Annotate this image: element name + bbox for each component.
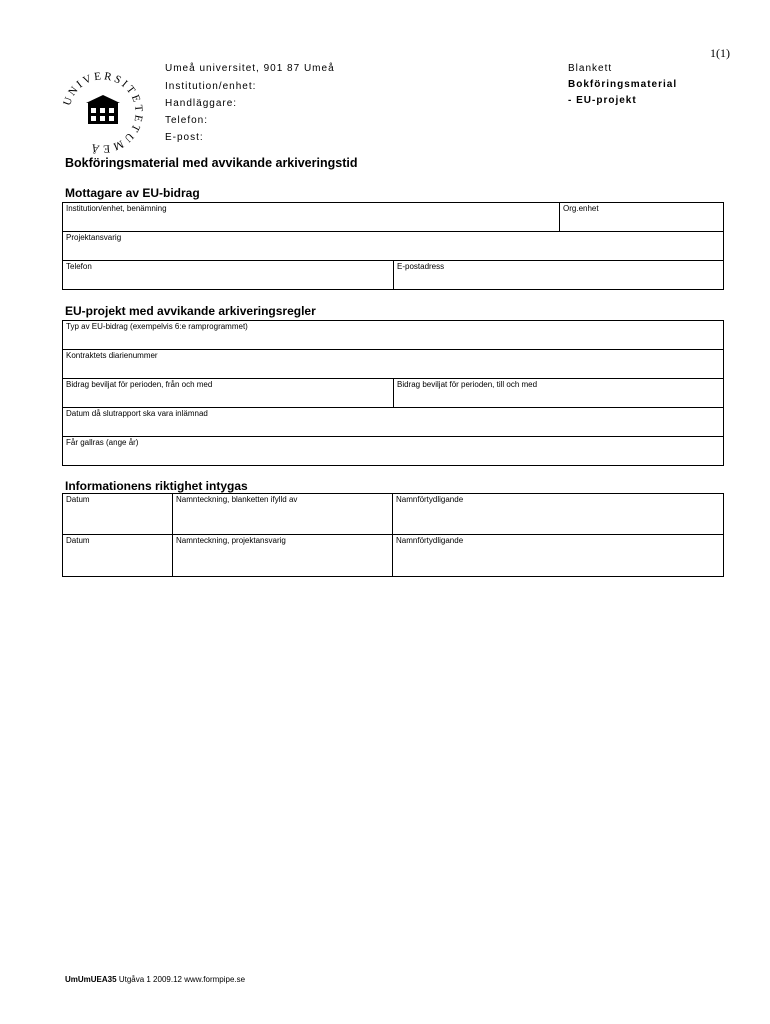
- grant-type-field[interactable]: Typ av EU-bidrag (exempelvis 6:e ramprogrammet): [63, 321, 724, 350]
- university-address: Umeå universitet, 901 87 Umeå: [165, 63, 335, 74]
- header-field-institution: Institution/enhet:: [165, 81, 257, 92]
- footer: [65, 975, 245, 984]
- name-clarification-field-1[interactable]: Namnförtydligande: [393, 494, 724, 535]
- footer-edition: Utgåva 1 2009.12 www.formpipe.se: [118, 975, 246, 984]
- final-report-date-field[interactable]: Datum då slutrapport ska vara inlämnad: [63, 408, 724, 437]
- date-field-2[interactable]: Datum: [63, 535, 173, 577]
- contract-number-field[interactable]: Kontraktets diarienummer: [63, 350, 724, 379]
- signature-field-filled-by[interactable]: Namnteckning, blanketten ifylld av: [173, 494, 393, 535]
- section1-heading: Mottagare av EU-bidrag: [65, 186, 200, 200]
- header-field-email: E-post:: [165, 132, 204, 143]
- page-number: 1(1): [710, 46, 730, 60]
- header-field-phone: Telefon:: [165, 115, 209, 126]
- form-name-line1: Bokföringsmaterial: [568, 79, 678, 90]
- certification-table: [62, 493, 724, 577]
- section2-heading: EU-projekt med avvikande arkiveringsregler: [65, 304, 316, 318]
- org-unit-field[interactable]: Org.enhet: [560, 203, 724, 232]
- svg-text:UNIVERSITETET: UNIVERSITETET: [61, 70, 145, 136]
- form-type: Blankett: [568, 63, 613, 74]
- svg-text:UMEÅ: UMEÅ: [87, 130, 136, 155]
- header-field-handler: Handläggare:: [165, 98, 238, 109]
- phone-field[interactable]: Telefon: [63, 261, 394, 290]
- period-from-field[interactable]: Bidrag beviljat för perioden, från och med: [63, 379, 394, 408]
- period-to-field[interactable]: Bidrag beviljat för perioden, till och med: [394, 379, 724, 408]
- eu-project-table: [62, 320, 724, 466]
- project-lead-field[interactable]: Projektansvarig: [63, 232, 724, 261]
- date-field-1[interactable]: Datum: [63, 494, 173, 535]
- email-field[interactable]: E-postadress: [394, 261, 724, 290]
- umea-university-logo: [60, 70, 145, 155]
- footer-code: UmUmUEA35: [65, 975, 117, 984]
- name-clarification-field-2[interactable]: Namnförtydligande: [393, 535, 724, 577]
- signature-field-project-lead[interactable]: Namnteckning, projektansvarig: [173, 535, 393, 577]
- recipient-table: [62, 202, 724, 290]
- form-title: Bokföringsmaterial med avvikande arkiveringstid: [65, 156, 358, 170]
- institution-field[interactable]: Institution/enhet, benämning: [63, 203, 560, 232]
- discard-year-field[interactable]: Får gallras (ange år): [63, 437, 724, 466]
- form-name-line2: - EU-projekt: [568, 95, 637, 106]
- section3-heading: Informationens riktighet intygas: [65, 479, 248, 493]
